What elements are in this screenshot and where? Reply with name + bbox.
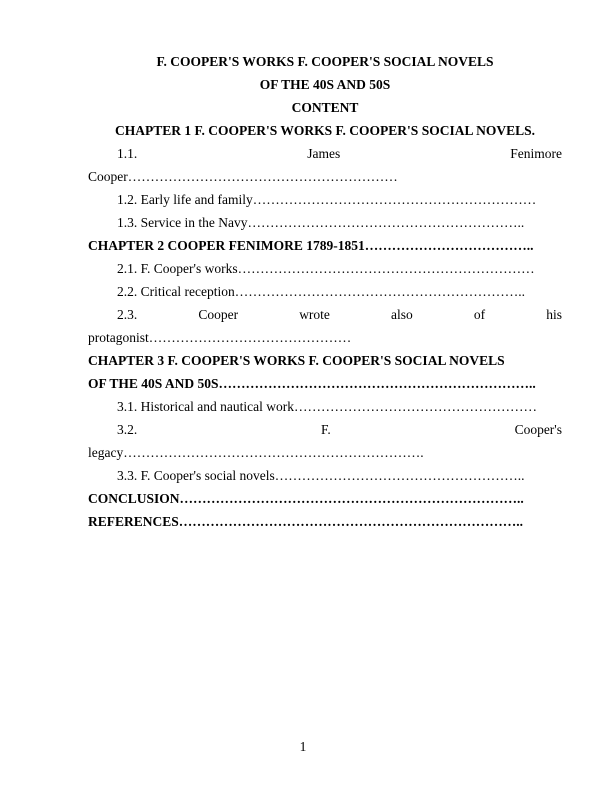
toc-entry-1-3: 1.3. Service in the Navy…………………………………………………….. xyxy=(117,215,525,230)
toc-word: Cooper xyxy=(198,307,239,322)
toc-entry-3-2 xyxy=(117,418,562,441)
chapter-2-heading: CHAPTER 2 COOPER FENIMORE 1789-1851……………………………….. xyxy=(88,238,534,253)
toc-entry-2-3 xyxy=(117,303,562,326)
page-number: 1 xyxy=(299,739,307,754)
toc-entry-1-1 xyxy=(117,142,562,165)
chapter-3-heading-line-2: OF THE 40S AND 50S…………………………………………………………….. xyxy=(88,376,536,391)
toc-entry-3-2-continuation: legacy…………………………………………………………. xyxy=(88,445,424,460)
chapter-3-heading-line-1: CHAPTER 3 F. COOPER'S WORKS F. COOPER'S SOCIAL NOVELS xyxy=(88,353,505,368)
toc-word: also xyxy=(391,307,413,322)
toc-entry-2-1: 2.1. F. Cooper's works………………………………………………………… xyxy=(117,261,535,276)
toc-word: of xyxy=(473,307,486,322)
toc-entry-1-1-continuation: Cooper…………………………………………………… xyxy=(88,169,398,184)
toc-word: 2.3. xyxy=(117,307,138,322)
toc-title-line-1: F. COOPER'S WORKS F. COOPER'S SOCIAL NOVELS xyxy=(156,54,494,69)
chapter-1-heading: CHAPTER 1 F. COOPER'S WORKS F. COOPER'S SOCIAL NOVELS. xyxy=(115,123,535,138)
toc-word: 3.2. xyxy=(117,422,138,437)
toc-title-line-2: OF THE 40S AND 50S xyxy=(259,77,391,92)
toc-heading: CONTENT xyxy=(291,100,359,115)
toc-word: his xyxy=(546,307,562,322)
toc-word: Cooper's xyxy=(514,422,562,437)
toc-word: Fenimore xyxy=(510,146,562,161)
toc-word: James xyxy=(307,146,341,161)
toc-entry-3-1: 3.1. Historical and nautical work……………………………………………… xyxy=(117,399,537,414)
toc-entry-1-2: 1.2. Early life and family……………………………………………………… xyxy=(117,192,537,207)
toc-entry-3-3: 3.3. F. Cooper's social novels……………………………………………….. xyxy=(117,468,525,483)
references-entry: REFERENCES………………………………………………………………….. xyxy=(88,514,524,529)
toc-entry-2-2: 2.2. Critical reception……………………………………………………….. xyxy=(117,284,525,299)
toc-entry-2-3-continuation: protagonist……………………………………… xyxy=(88,330,352,345)
toc-word: wrote xyxy=(299,307,330,322)
toc-word: 1.1. xyxy=(117,146,138,161)
toc-word: F. xyxy=(321,422,331,437)
conclusion-entry: CONCLUSION………………………………………………………………….. xyxy=(88,491,524,506)
